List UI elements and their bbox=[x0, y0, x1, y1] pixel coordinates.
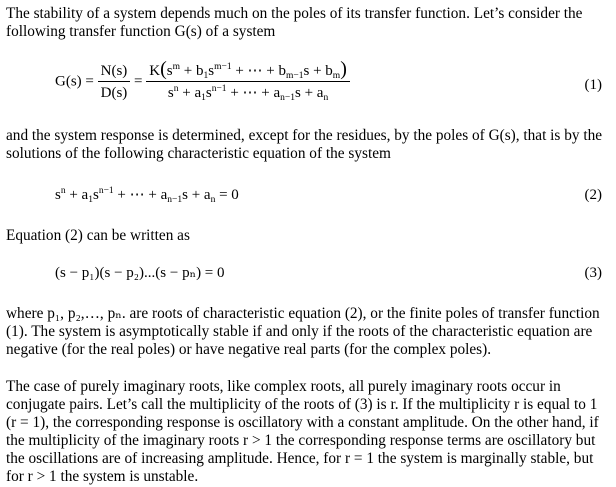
eq1-fraction-n-over-d bbox=[98, 62, 131, 102]
paragraph-characteristic: and the system response is determined, except for the residues, by the poles of G(s), that is by the solutions of the following characteristic equation of the system bbox=[6, 127, 603, 162]
eq1-denominator-polynomial: $s^n + a_1s^{n-1}$ + ⋯ + $a_{n-1}s + a_n$ bbox=[167, 84, 329, 103]
paragraph-imaginary-roots: The case of purely imaginary roots, like complex roots, all purely imaginary roots occur in conjugate pairs. Let’s call the multiplicity of the roots of (3) is r. If the multiplicity r is equal to 1 (r = 1), the corresponding response is oscillatory with a constant amplitude. On the other hand, if the multiplicity of the imaginary roots r > 1 the corresponding response terms are oscillatory but the oscillations are of increasing amplitude. Hence, for r = 1 the system is marginally stable, but for r > 1 the system is unstable. bbox=[6, 378, 599, 485]
equation-number-3: (3) bbox=[584, 265, 602, 281]
eq1-numerator-polynomial: $K(s^m + b_1s^{m-1}$ + ⋯ + $b_{m-1}s + b_m$) bbox=[146, 62, 350, 82]
eq1-denominator-d: D(s) bbox=[100, 85, 128, 101]
equation-number-2: (2) bbox=[584, 187, 602, 203]
eq2-polynomial: $s^n + a_1s^{n-1}$ + ⋯ + $a_{n-1}s + a_n$ bbox=[55, 186, 216, 205]
eq1-numerator-n: N(s) bbox=[98, 62, 131, 82]
eq1-lhs: G(s) = bbox=[55, 73, 94, 90]
eq1-fraction-polynomial bbox=[146, 58, 350, 103]
paragraph-roots: where p₁, p₂,…, pₙ. are roots of characteristic equation (2), or the finite poles of transfer function (1). The system is asymptotically stable if and only if the roots of the characteristic equation are negative (for the real poles) or have negative real parts (for the complex poles). bbox=[6, 305, 600, 358]
eq1-equals: = bbox=[134, 73, 143, 90]
equation-2 bbox=[55, 186, 239, 204]
paragraph-equation-rewrite: Equation (2) can be written as bbox=[6, 227, 190, 244]
eq2-rhs: = 0 bbox=[215, 187, 239, 203]
equation-3: (s − p₁)(s − p₂)...(s − pₙ) = 0 bbox=[55, 265, 225, 281]
equation-number-1: (1) bbox=[584, 77, 602, 93]
equation-1 bbox=[55, 58, 350, 103]
paragraph-intro: The stability of a system depends much on the poles of its transfer function. Let’s consider the following transfer function G(s) of a system bbox=[6, 5, 583, 40]
